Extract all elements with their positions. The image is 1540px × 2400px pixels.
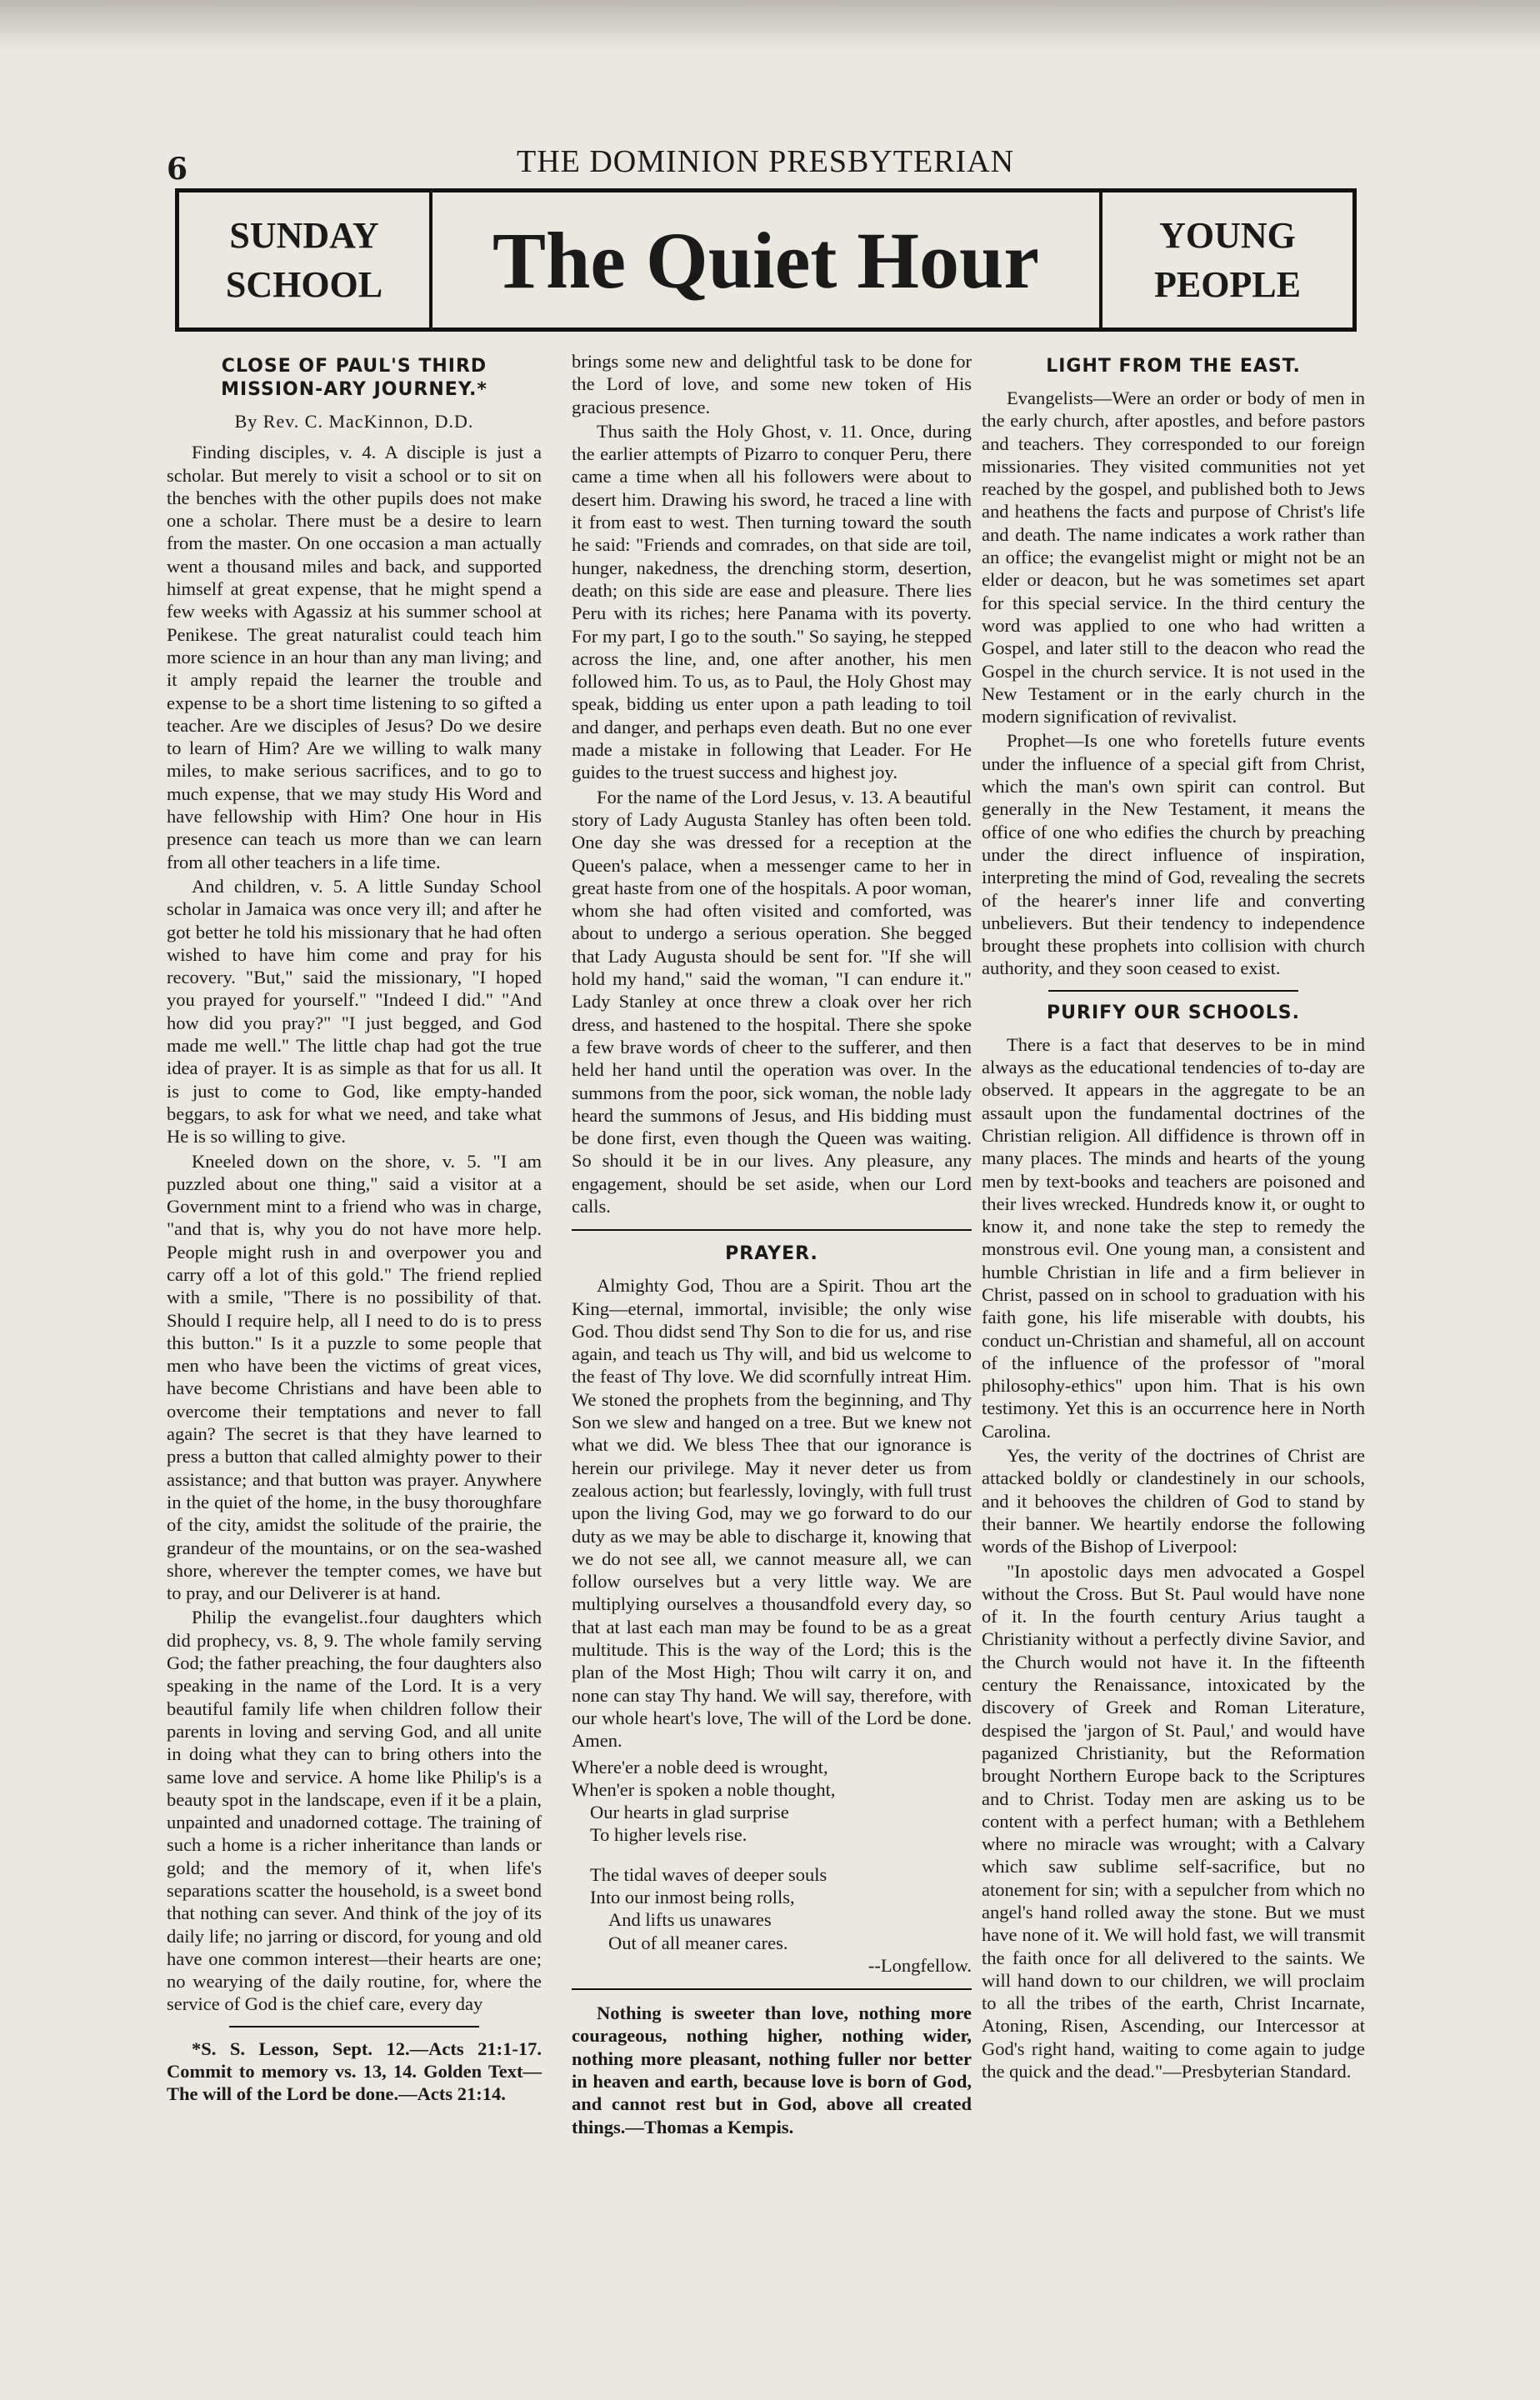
poem-line: Out of all meaner cares. — [608, 1932, 788, 1953]
page-number: 6 — [167, 152, 188, 187]
poem-line: When'er is spoken a noble thought, — [572, 1778, 836, 1800]
banner-right-line2: PEOPLE — [1153, 264, 1302, 305]
banner-left-line1: SUNDAY — [229, 214, 379, 256]
paragraph: Prophet—Is one who foretells future events under the influence of a special gift from Christ, which the man's own spirit can control. But generally in the New Testament, it means the office of one who edifies the church by preaching under the direct influence of inspiration, interpreting the mind of God, revealing the secrets of the hearer's inner life and converting unbelievers. But their tendency to independence brought these prophets into collision with church authority, and they soon ceased to exist. — [982, 730, 1365, 979]
divider — [572, 1988, 972, 1990]
banner-right-line1: YOUNG — [1159, 214, 1296, 256]
divider — [229, 2026, 479, 2028]
footnote: *S. S. Lesson, Sept. 12.—Acts 21:1-17. Commit to memory vs. 13, 14. Golden Text—The will of the Lord be done.—Acts 21:14. — [167, 2038, 542, 2105]
paragraph: There is a fact that deserves to be in mind always as the educational tendencies of to-day are observed. It appears in the aggregate to be an assault upon the fundamental doctrines of the Christian religion. All diffidence is thrown off in many places. The minds and hearts of the young men by text-books and teachers are poisoned and their lives wrecked. Hundreds know it, or ought to know it, and none take the step to remedy the monstrous evil. One young man, a consistent and humble Christian in life and a firm believer in Christ, passed on in school to graduation with his faith gone, his life miserable with doubts, his conduct un-Christian and shameful, all on account of the influence of the professor of "moral philosophy-ethics" upon him. That is his own testimony. Yet this is an occurrence here in North Carolina. — [982, 1033, 1365, 1442]
paragraph: Kneeled down on the shore, v. 5. "I am puzzled about one thing," said a visitor at a Government mint to a friend who was in charge, "and that is, why you do not have more help. People might rush in and overpower you and carry off a lot of this gold." The friend replied with a smile, "There is no possibility of that. Should I require help, all I need to do is to press this button." Is it a puzzle to some people that men who have been the victims of great vices, have become Christians and have been able to overcome their temptations and never to fall again? The secret is that they have learned to press a button that called almighty power to their assistance; and that button was prayer. Anywhere in the quiet of the home, in the busy thoroughfare of the city, amidst the solitude of the prairie, the grandeur of the mountains, or on the sea-washed shore, wherever the tempter comes, we have but to pray, and our Deliverer is at hand. — [167, 1150, 542, 1604]
poem-line: Where'er a noble deed is wrought, — [572, 1756, 828, 1778]
masthead: THE DOMINION PRESBYTERIAN — [517, 144, 1015, 179]
banner-right — [1102, 192, 1352, 328]
poem-line: To higher levels rise. — [590, 1824, 748, 1846]
paragraph: brings some new and delightful task to be done for the Lord of love, and some new token of His gracious presence. — [572, 351, 972, 418]
prayer-heading: PRAYER. — [725, 1243, 818, 1265]
scan-shadow — [0, 0, 1540, 50]
article-heading: LIGHT FROM THE EAST. — [1046, 356, 1301, 377]
paragraph: Finding disciples, v. 4. A disciple is just a scholar. But merely to visit a school or to sit on the benches with the other pupils does not make one a scholar. There must be a desire to learn from the master. On one occasion a man actually went a thousand miles and back, and supported himself at great expense, that he might spend a few weeks with Agassiz at his summer school at Penikese. The great naturalist could teach him more science in an hour than any man living; and it amply repaid the learner the trouble and expense to be a short time listening to so gifted a teacher. Are we disciples of Jesus? Do we desire to learn of Him? Are we willing to walk many miles, to make serious sacrifices, and to go to much expense, that we may study His Word and have fellowship with Him? One hour in His presence can teach us more than we can learn from all other teachers in a life time. — [167, 442, 542, 872]
paragraph: Philip the evangelist..four daughters which did prophecy, vs. 8, 9. The whole family serving God; the father preaching, the four daughters also speaking in the name of the Lord. It is a very beautiful family life when children follow their parents in loving and serving God, and all unite in doing what they can to bring others into the same love and service. A home like Philip's is a beauty spot in the landscape, even if it be a plain, unpainted and unadorned cottage. The training of such a home is a richer inheritance than lands or gold; and the memory of it, when life's separations scatter the household, is a sweet bond that nothing can sever. And think of the joy of its daily life; no jarring or discord, for young and old have one common interest—their hearts are one; no wearying of the daily routine, for, where the service of God is the chief care, every day — [167, 1607, 542, 2015]
banner-title: The Quiet Hour — [429, 192, 1102, 328]
divider — [572, 1229, 972, 1231]
paragraph: Yes, the verity of the doctrines of Christ are attacked boldly or clandestinely in our schools, and it behooves the children of God to stand by their banner. We heartily endorse the following words of the Bishop of Liverpool: — [982, 1445, 1365, 1558]
article-heading: CLOSE OF PAUL'S THIRD MISSION-ARY JOURNEY.* — [221, 356, 488, 400]
paragraph: Evangelists—Were an order or body of men in the early church, after apostles, and before pastors and teachers. They corresponded to our foreign missionaries. They visited communities not yet reached by the gospel, and published both to Jews and heathens the facts and purpose of Christ's life and death. The name indicates a work rather than an office; the evangelist might or might not be an elder or deacon, but he was sometimes set apart for this special service. In the third century the word was applied to one who had written a Gospel, and later still to the deacon who read the Gospel in the church service. It is not used in the New Testament or in the early church in the modern signification of revivalist. — [982, 388, 1365, 728]
poem-line: And lifts us unawares — [608, 1909, 772, 1931]
paragraph: And children, v. 5. A little Sunday School scholar in Jamaica was once very ill; and after he got better he told his missionary that he had often wished to have him come and pray for his recovery. "But," said the missionary, "I hoped you prayed for yourself." "Indeed I did." "And how did you pray?" "I just begged, and God made me well." The little chap had got the true idea of prayer. It is as simple as that for us all. It is just to come to God, like empty-handed beggars, to ask for what we need, and take what He is so willing to give. — [167, 875, 542, 1148]
paragraph: Thus saith the Holy Ghost, v. 11. Once, during the earlier attempts of Pizarro to conquer Peru, there came a time when all his followers were about to desert him. Drawing his sword, he traced a line with it from east to west. Then turning toward the south he said: "Friends and comrades, on that side are toil, hunger, nakedness, the drenching storm, desertion, death; on this side are ease and pleasure. There lies Peru with its riches; here Panama with its poverty. For my part, I go to the south." So saying, he stepped across the line, and, one after another, his men followed him. To us, as to Paul, the Holy Ghost may speak, bidding us enter upon a path leading to toil and danger, and perhaps even death. But no one ever made a mistake in following that Leader. For He guides to the truest success and highest joy. — [572, 420, 972, 783]
poem-attribution: --Longfellow. — [868, 1954, 972, 1976]
banner-left — [179, 192, 429, 328]
poem-line: Our hearts in glad surprise — [590, 1802, 789, 1823]
column-2 — [572, 350, 972, 2140]
kempis-quote: Nothing is sweeter than love, nothing more courageous, nothing higher, nothing wider, nothing more pleasant, nothing fuller nor better in heaven and earth, because love is born of God, and cannot rest but in God, above all created things.—Thomas a Kempis. — [572, 2002, 972, 2138]
column-3 — [982, 350, 1365, 2084]
prayer-text: Almighty God, Thou are a Spirit. Thou art the King—eternal, immortal, invisible; the only wise God. Thou didst send Thy Son to die for us, and rise again, and teach us Thy will, and bid us welcome to the feast of Thy love. We did scornfully intreat Him. We stoned the prophets from the beginning, and Thy Son we slew and hanged on a tree. But we knew not what we did. We bless Thee that our ignorance is herein our privilege. May it never deter us from zealous action; but fearlessly, lovingly, with full trust upon the living God, may we go forward to do our duty as we may be able to discharge it, knowing that we do not see all, we cannot measure all, we can follow ourselves but a very little way. We are multiplying ourselves a thousandfold every day, so that at last each man may be found to be as a great multitude. This is the way of the Lord; this is the plan of the Most High; Thou wilt carry it on, and none can stay Thy hand. We will say, therefore, with our whole heart's love, The will of the Lord be done. Amen. — [572, 1275, 972, 1752]
banner-left-line2: SCHOOL — [225, 264, 383, 305]
poem-line: Into our inmost being rolls, — [590, 1887, 795, 1908]
paragraph: "In apostolic days men advocated a Gospel without the Cross. But St. Paul would have none of it. In the fourth century Arius taught a Christianity without a perfectly divine Savior, and the Church would not have it. In the fifteenth century the Renaissance, intoxicated by the discovery of Greek and Roman Literature, despised the 'jargon of St. Paul,' and would have paganized Christianity, but the Reformation brought Northern Europe back to the Scriptures and to Christ. Today men are asking us to be content with a perfect human; with a Bethlehem where no miracle was wrought; with a Calvary which saw sublime self-sacrifice, but no atonement for sin; with a sepulcher from which no angel's hand rolled away the stone. But we must have none of it. We will hold fast, we will transmit the faith once for all delivered to the saints. We will hand down to our children, we will proclaim to all the tribes of the earth, Christ Incarnate, Atoning, Risen, Ascending, our Intercessor at God's right hand, waiting to come again to judge the quick and the dead."—Presbyterian Standard. — [982, 1560, 1365, 2082]
divider — [1048, 990, 1298, 992]
article-heading: PURIFY OUR SCHOOLS. — [1047, 1002, 1300, 1023]
column-1 — [167, 350, 542, 2108]
poem-line: The tidal waves of deeper souls — [590, 1863, 828, 1885]
section-banner — [175, 188, 1357, 332]
paragraph: For the name of the Lord Jesus, v. 13. A beautiful story of Lady Augusta Stanley has often been told. One day she was dressed for a reception at the Queen's palace, when a messenger came to her in great haste from one of the hospitals. A poor woman, whom she had often visited and comforted, was about to undergo a serious operation. She begged that Lady Augusta should be sent for. "If she will hold my hand," said the woman, "I can endure it." Lady Stanley at once threw a cloak over her rich dress, and hastened to the hospital. There she spoke a few brave words of cheer to the sufferer, and then held her hand until the operation was over. In the summons from the poor, sick woman, the noble lady heard the summons of Jesus, and His bidding must be done first, even though the Queen was waiting. So should it be in our lives. Any pleasure, any engagement, should be set aside, when our Lord calls. — [572, 786, 972, 1217]
poem — [572, 1756, 972, 1954]
byline: By Rev. C. MacKinnon, D.D. — [234, 411, 474, 432]
